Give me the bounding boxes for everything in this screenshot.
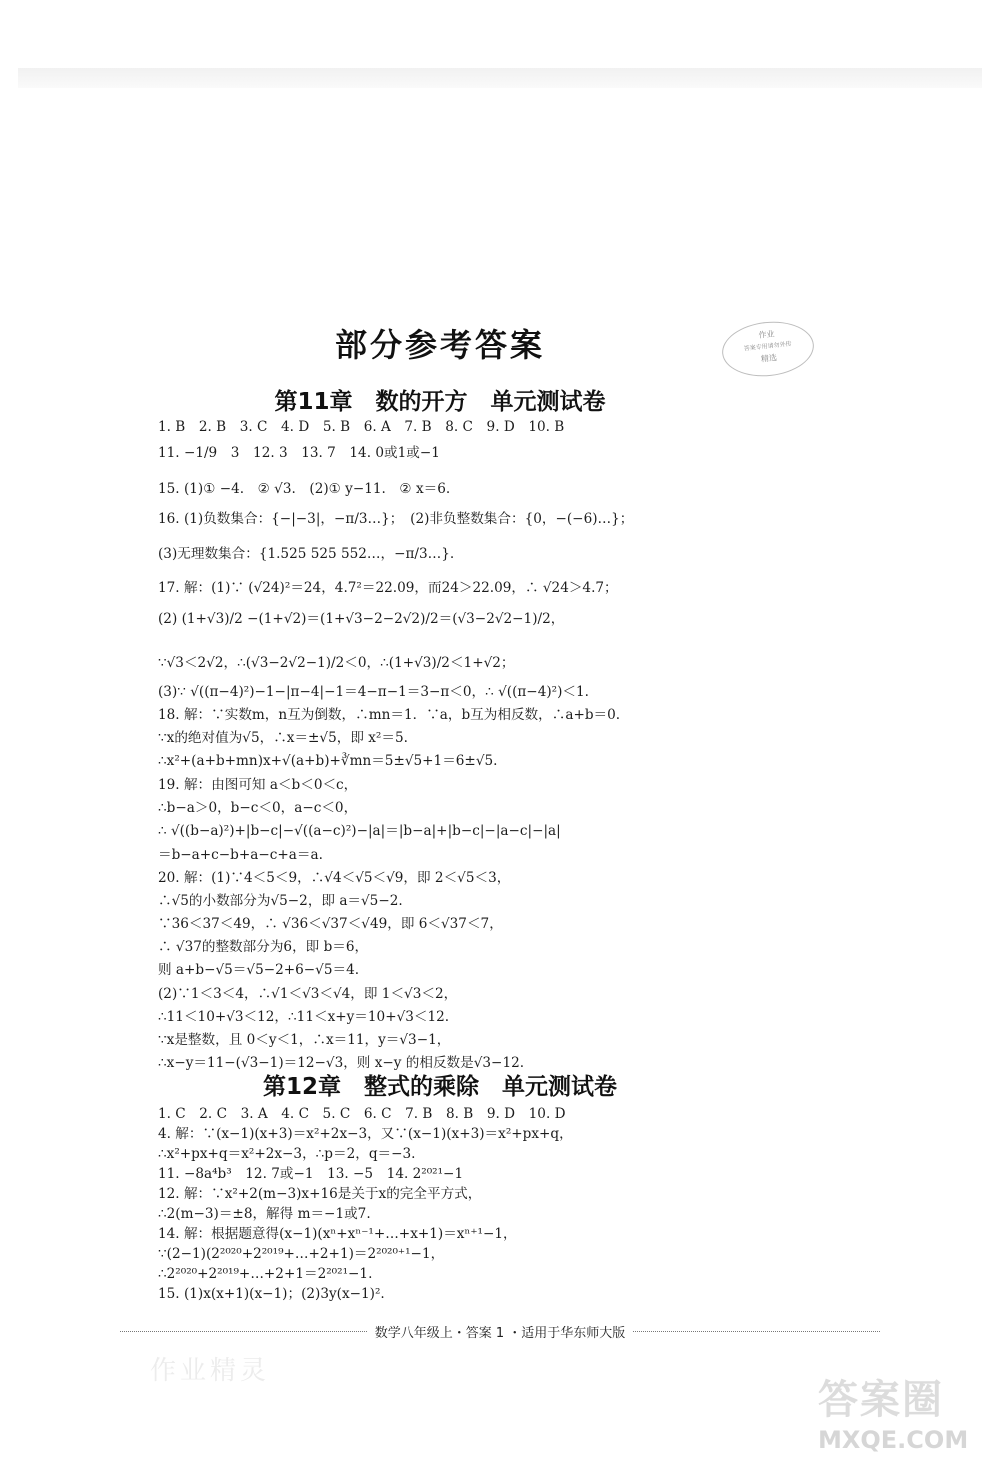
answer-line: 16. (1)负数集合：{−|−3|，−π/3…}； (2)非负整数集合：{0，−(−6)…}； [158, 511, 634, 527]
answer-line: ∴ √((b−a)²)+|b−c|−√((a−c)²)−|a|＝|b−a|+|b−c|−|a−c|−|a| [158, 823, 561, 839]
answer-line: ∴b−a＞0，b−c＜0，a−c＜0， [158, 800, 358, 816]
answer-line: 18. 解：∵实数m，n互为倒数，∴mn＝1．∵a，b互为相反数，∴a+b＝0. [158, 707, 621, 723]
page-footer [120, 1322, 880, 1341]
answer-line: ∴ √37的整数部分为6，即 b＝6， [158, 939, 369, 955]
answer-line: ∴2²⁰²⁰+2²⁰¹⁹+…+2+1＝2²⁰²¹−1. [158, 1266, 373, 1282]
answer-line: ∴11＜10+√3＜12，∴11＜x+y＝10+√3＜12. [158, 1009, 450, 1025]
scan-shadow-band [18, 68, 982, 88]
chapter-11-heading: 第11章 数的开方 单元测试卷 [274, 389, 606, 415]
chapter-12-heading: 第12章 整式的乘除 单元测试卷 [262, 1074, 617, 1100]
answer-line: 14. 解：根据题意得(x−1)(xⁿ+xⁿ⁻¹+…+x+1)＝xⁿ⁺¹−1， [158, 1226, 517, 1242]
answer-line: 15. (1)x(x+1)(x−1)；(2)3y(x−1)². [158, 1286, 385, 1302]
answer-line: ∴x²+(a+b+mn)x+√(a+b)+∛mn＝5±√5+1＝6±√5. [158, 753, 498, 769]
answer-line: 则 a+b−√5＝√5−2+6−√5＝4. [158, 962, 360, 978]
watermark-url: MXQE.COM [818, 1426, 969, 1454]
answer-line: ∴√5的小数部分为√5−2，即 a＝√5−2. [158, 893, 403, 909]
stamp-line-2: 答案专用请勿外传 [743, 340, 792, 353]
answer-line: ∵x的绝对值为√5，∴x＝±√5，即 x²＝5. [158, 730, 408, 746]
answer-line: 20. 解：(1)∵4＜5＜9，∴√4＜√5＜√9，即 2＜√5＜3， [158, 870, 511, 886]
answer-line: ∵√3＜2√2，∴(√3−2√2−1)/2＜0，∴(1+√3)/2＜1+√2； [158, 655, 515, 671]
answer-line: 1. B 2. B 3. C 4. D 5. B 6. A 7. B 8. C 9. D 10. B [158, 419, 565, 435]
watermark-logo: 答案圈 [818, 1377, 944, 1423]
answer-line: ＝b−a+c−b+a−c+a＝a. [158, 847, 323, 863]
answer-line: (2)∵1＜3＜4，∴√1＜√3＜√4，即 1＜√3＜2， [158, 986, 458, 1002]
answer-line: 17. 解：(1)∵ (√24)²＝24，4.7²＝22.09，而24＞22.09，∴ √24＞4.7； [158, 580, 618, 596]
answer-line: ∵36＜37＜49，∴ √36＜√37＜√49，即 6＜√37＜7， [158, 916, 503, 932]
footer-text: 数学八年级上・答案 1 ・适用于华东师大版 [374, 1326, 626, 1341]
answer-line: 19. 解：由图可知 a＜b＜0＜c， [158, 777, 358, 793]
answer-line: ∴x−y＝11−(√3−1)＝12−√3，则 x−y 的相反数是√3−12. [158, 1055, 525, 1071]
footer-rule-right [633, 1331, 880, 1332]
answer-line: 15. (1)① −4. ② √3. (2)① y−11. ② x＝6. [158, 481, 451, 497]
answer-line: (3)无理数集合：{1.525 525 552…，−π/3…}. [158, 546, 455, 562]
answer-line: ∵x是整数，且 0＜y＜1，∴x＝11，y＝√3−1， [158, 1032, 451, 1048]
footer-rule-left [120, 1331, 367, 1332]
answer-line: 12. 解：∵x²+2(m−3)x+16是关于x的完全平方式， [158, 1186, 482, 1202]
answer-line: ∴x²+px+q＝x²+2x−3，∴p＝2，q＝−3. [158, 1146, 416, 1162]
answer-line: 11. −8a⁴b³ 12. 7或−1 13. −5 14. 2²⁰²¹−1 [158, 1166, 464, 1182]
answer-line: ∵(2−1)(2²⁰²⁰+2²⁰¹⁹+…+2+1)＝2²⁰²⁰⁺¹−1， [158, 1246, 445, 1262]
answer-line: (3)∵ √((π−4)²)−1−|π−4|−1＝4−π−1＝3−π＜0，∴ √((π−4)²)＜1. [158, 684, 589, 700]
answer-line: 4. 解：∵(x−1)(x+3)＝x²+2x−3，又∵(x−1)(x+3)＝x²+px+q， [158, 1126, 573, 1142]
watermark-left: 作业精灵 [150, 1356, 271, 1386]
stamp-line-1: 作业 [758, 329, 775, 340]
stamp-line-3: 精选 [760, 353, 778, 364]
answer-line: ∴2(m−3)＝±8，解得 m＝−1或7. [158, 1206, 371, 1222]
answer-line: 11. −1/9 3 12. 3 13. 7 14. 0或1或−1 [158, 445, 440, 461]
page-title: 部分参考答案 [334, 326, 545, 364]
answer-line: 1. C 2. C 3. A 4. C 5. C 6. C 7. B 8. B 9. D 10. D [158, 1106, 566, 1122]
answer-line: (2) (1+√3)/2 −(1+√2)＝(1+√3−2−2√2)/2＝(√3−2√2−1)/2， [158, 611, 565, 627]
